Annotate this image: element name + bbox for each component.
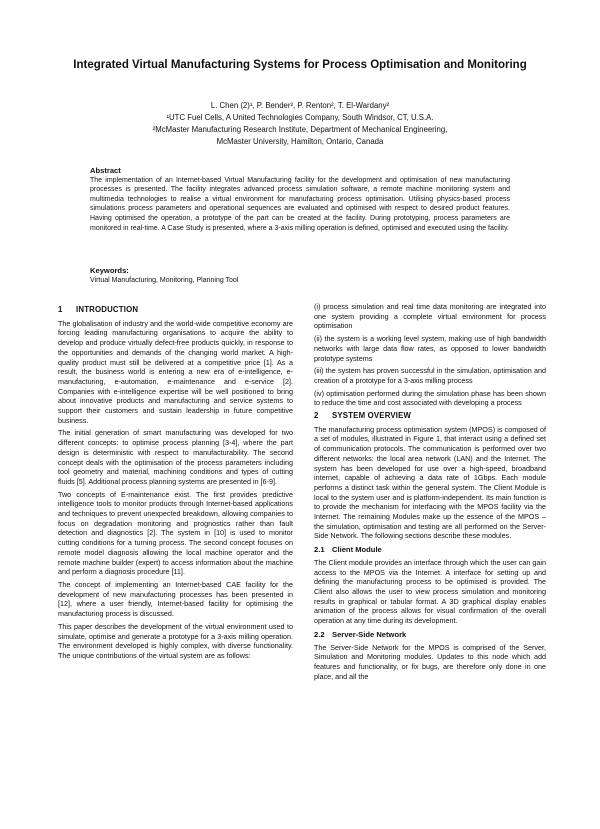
paragraph: The globalisation of industry and the world-wide competitive economy are forcing leading manufacturing organisations to acquire the ability to develop and produce virtually defect-free products quickly, in response to the opportunities and demands of the changing world market. A high-quality product must still be delivered at a competitive price [1]. As a result, the business world is entering a new era of e-intelligence, e-manufacturing, e-automation, e-maintenance and e-service [2]. Companies with e-intelligence expertise will be well positioned to bring about innovative products and manufacturing and service systems to support their customers and sustain leadership in future competitive business. (58, 318, 293, 425)
affiliation-2: ²McMaster Manufacturing Research Institute, Department of Mechanical Engineering, (152, 125, 448, 134)
author-block (80, 100, 520, 148)
paragraph: The manufacturing process optimisation system (MPOS) is composed of a set of modules, illustrated in Figure 1, that interact using a defined set of communication protocols. The communication is performed over two different networks: the local area network (LAN) and the Internet. The system has been developed for use over a high-speed, broadband internet, capable of achieving a data rate of 1Gbps. Each module performs a distinct task within the general system. The Client Module is local to the system user and is platform-independent. Its main function is to provide the mechanism for interfacing with the MPOS facility via the Internet. The remaining Modules make up the essence of the MPOS – the simulation, optimisation and testing are all performed on the Server-Side Network. The following sections describe these modules. (314, 424, 546, 541)
paragraph: The Client module provides an interface through which the user can gain access to the MPOS via the Internet. A interface for setting up and defining the manufacturing process to be optimised is provided. The Client also allows the user to view process simulation and monitoring results in graphical or tabular format. A 3D graphical display enables animation of the process allows for visual confirmation of the overall operation at any time during its development. (314, 557, 546, 626)
subsection-heading-client-module: 2.1 Client Module (314, 545, 382, 555)
list-item: (iii) the system has proven successful in the simulation, optimisation and creation of a prototype for a 3-axis milling process (314, 366, 546, 385)
paragraph: Two concepts of E-maintenance exist. The first provides predictive intelligence tools to monitor products through Internet-based applications and techniques to prevent unexpected breakdown, allowing companies to focus on degradation monitoring and prognostics rather than fault detection and diagnostics [2]. The system in [10] is used to monitor cutting conditions for a turning process. The second concept focuses on remote model diagnosis allowing the local machine operator and the remote machine builder (expert) to access information about the machine and perform a diagnosis procedure [11]. (58, 489, 293, 577)
paragraph: The initial generation of smart manufacturing was developed for two different concepts: to optimise process planning [3-4], where the part design is deterministic with respect to manufacturability. The second concept deals with the optimisation of the process parameters including tool geometry and material, machining conditions and types of cutting fluids [5]. Additional process planning systems are presented in [6-9]. (58, 428, 293, 486)
affiliation-2b: McMaster University, Hamilton, Ontario, Canada (216, 137, 384, 146)
paper-title: Integrated Virtual Manufacturing Systems for Process Optimisation and Monitoring (73, 59, 527, 71)
paragraph: This paper describes the development of the virtual environment used to simulate, optimise and generate a prototype for a 3-axis milling operation. The environment developed is highly complex, with diverse functionality. The unique contributions of the virtual system are as follows: (58, 621, 293, 660)
list-item: (ii) the system is a working level system, making use of high bandwidth networks with large data flow rates, as opposed to lower bandwidth prototype systems (314, 334, 546, 363)
section-heading-system-overview: 2 SYSTEM OVERVIEW (314, 411, 412, 421)
subsection-heading-server-side-network: 2.2 Server-Side Network (314, 629, 407, 639)
keywords-heading: Keywords: (90, 266, 129, 275)
section-heading-introduction: 1 INTRODUCTION (58, 305, 139, 314)
authors: L. Chen (2)¹, P. Bender², P. Renton², T. El-Wardany² (210, 101, 390, 110)
abstract (90, 166, 510, 233)
paragraph: The Server-Side Network for the MPOS is comprised of the Server, Simulation and Monitoring modules. Updates to this node which add features and functionality, or fix bugs, are therefore only done in one place, and all the (314, 642, 546, 681)
list-item: (iv) optimisation performed during the simulation phase has been shown to reduce the time and cost associated with developing a process (314, 388, 546, 408)
list-item: (i) process simulation and real time data monitoring are integrated into one system providing a complete virtual environment for process optimisation (314, 302, 546, 331)
keywords-text: Virtual Manufacturing, Monitoring, Planning Tool (90, 276, 239, 284)
affiliation-1: ¹UTC Fuel Cells, A United Technologies Company, South Windsor, CT, U.S.A. (166, 113, 434, 122)
left-column (58, 302, 293, 664)
keywords (90, 266, 510, 285)
abstract-text: The implementation of an Internet-based Virtual Manufacturing facility for the development and optimisation of new manufacturing processes is presented. The facility integrates advanced process simulation software, a remote machine monitoring system and multimedia technologies to realise a virtual environment for manufacturing process optimisation. Utilising physics-based process simulations process parameters and operational sequences are evaluated and optimised with respect to desired product features. Having optimised the operation, a prototype of the part can be created at the facility. During prototyping, process parameters are monitored in real-time. A Case Study is presented, where a 3-axis milling operation is defined, optimised and executed using the facility. (90, 176, 510, 232)
paragraph: The concept of implementing an Internet-based CAE facility for the development of new manufacturing processes has been presented in [12], where a user friendly, Internet-based facility for optimising the manufacturing process is discussed. (58, 579, 293, 619)
right-column (314, 302, 546, 684)
abstract-heading: Abstract (90, 166, 121, 175)
